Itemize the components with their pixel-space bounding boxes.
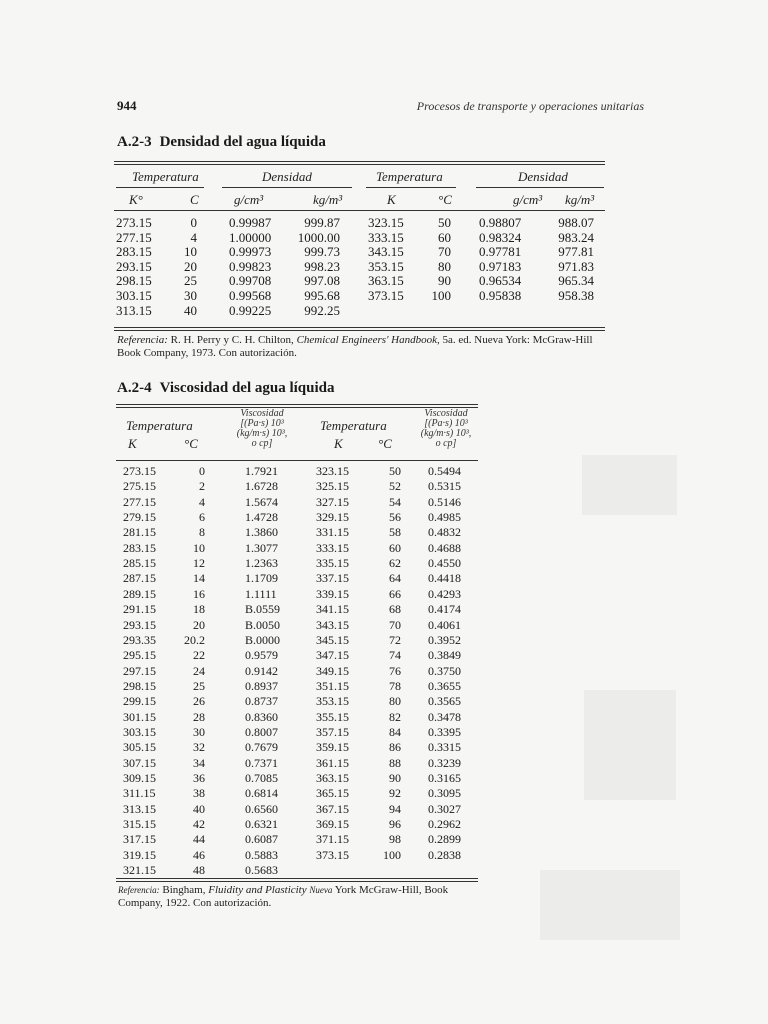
cell-celsius-2: 100 [383,848,401,862]
hdr-k-2: K [334,436,343,451]
cell-kelvin-2: 365.15 [316,786,349,800]
cell-kelvin-2: 373.15 [316,848,349,862]
hdr-c: C [190,192,199,207]
cell-kelvin: 285.15 [123,556,156,570]
cell-kelvin: 293.15 [116,259,152,274]
cell-kelvin: 291.15 [123,602,156,616]
cell-density-gcm3: 0.99973 [229,244,272,259]
table2-reference [118,884,478,910]
cell-density-gcm3-2: 0.97781 [479,244,522,259]
cell-density-kgm3: 1000.00 [297,230,340,245]
hdr-gcm3-2: g/cm³ [513,192,543,207]
cell-celsius: 4 [199,495,205,509]
rule [116,460,478,461]
cell-kelvin-2: 371.15 [316,832,349,846]
rule [116,404,478,405]
cell-kelvin: 319.15 [123,848,156,862]
cell-density-kgm3: 999.87 [304,215,340,230]
cell-viscosity-2: 0.2962 [428,817,461,831]
cell-celsius: 20 [184,259,197,274]
cell-celsius-2: 80 [438,259,451,274]
cell-celsius: 30 [184,288,197,303]
cell-celsius-2: 62 [389,556,401,570]
cell-density-gcm3-2: 0.95838 [479,288,522,303]
cell-viscosity-2: 0.3315 [428,740,461,754]
cell-kelvin: 273.15 [116,215,152,230]
cell-kelvin: 317.15 [123,832,156,846]
cell-viscosity: 0.5883 [245,848,278,862]
cell-celsius-2: 68 [389,602,401,616]
rule [116,881,478,882]
cell-kelvin-2: 343.15 [316,618,349,632]
cell-density-kgm3: 992.25 [304,303,340,318]
cell-viscosity-2: 0.3478 [428,710,461,724]
cell-celsius: 2 [199,479,205,493]
visc2-line-1: Viscosidad [424,408,468,419]
cell-kelvin: 297.15 [123,664,156,678]
cell-viscosity: 1.3860 [245,525,278,539]
cell-celsius: 14 [193,571,205,585]
cell-viscosity: 0.7371 [245,756,278,770]
hdr-c-2: °C [378,436,392,451]
cell-kelvin-2: 325.15 [316,479,349,493]
cell-celsius: 30 [193,725,205,739]
cell-celsius-2: 72 [389,633,401,647]
hdr-gcm3: g/cm³ [234,192,264,207]
cell-kelvin-2: 343.15 [368,244,404,259]
cell-density-kgm3-2: 983.24 [558,230,594,245]
hdr-kgm3-2: kg/m³ [565,192,595,207]
cell-kelvin: 293.15 [123,618,156,632]
hdr-temperatura-2: Temperatura [376,169,443,184]
cell-viscosity-2: 0.5494 [428,464,461,478]
cell-celsius: 18 [193,602,205,616]
cell-viscosity-2: 0.3952 [428,633,461,647]
cell-kelvin-2: 335.15 [316,556,349,570]
cell-celsius-2: 52 [389,479,401,493]
cell-viscosity-2: 0.3027 [428,802,461,816]
cell-celsius-2: 94 [389,802,401,816]
cell-viscosity: 0.7679 [245,740,278,754]
cell-kelvin-2: 367.15 [316,802,349,816]
cell-viscosity-2: 0.3750 [428,664,461,678]
cell-viscosity: 1.5674 [245,495,278,509]
cell-kelvin: 321.15 [123,863,156,877]
cell-celsius-2: 50 [438,215,451,230]
cell-viscosity-2: 0.3565 [428,694,461,708]
cell-viscosity-2: 0.3239 [428,756,461,770]
cell-density-kgm3-2: 988.07 [558,215,594,230]
running-head: Procesos de transporte y operaciones unitarias [416,99,644,113]
cell-density-gcm3: 0.99987 [229,215,272,230]
cell-kelvin-2: 337.15 [316,571,349,585]
cell-celsius: 20 [193,618,205,632]
cell-celsius-2: 86 [389,740,401,754]
table2-title-text: Viscosidad del agua líquida [159,380,335,396]
cell-celsius-2: 78 [389,679,401,693]
cell-density-gcm3-2: 0.97183 [479,259,522,274]
cell-viscosity: 0.6087 [245,832,278,846]
cell-viscosity: 1.1111 [245,587,277,601]
hdr-viscosidad-2 [410,409,482,449]
rule [114,327,605,328]
cell-viscosity-2: 0.4985 [428,510,461,524]
rule [116,878,478,879]
cell-celsius: 26 [193,694,205,708]
cell-density-kgm3-2: 958.38 [558,288,594,303]
cell-kelvin: 281.15 [123,525,156,539]
table2-title [117,380,335,397]
reference-label: Referencia: [117,334,168,346]
cell-viscosity-2: 0.3095 [428,786,461,800]
cell-kelvin-2: 363.15 [316,771,349,785]
cell-celsius-2: 54 [389,495,401,509]
cell-celsius: 8 [199,525,205,539]
cell-kelvin-2: 353.15 [368,259,404,274]
cell-celsius-2: 90 [438,273,451,288]
cell-celsius-2: 84 [389,725,401,739]
cell-celsius: 0 [199,464,205,478]
cell-kelvin: 298.15 [116,273,152,288]
scan-smudge [540,870,680,940]
cell-viscosity: 0.6814 [245,786,278,800]
cell-density-gcm3: 0.99823 [229,259,272,274]
reference-book: Chemical Engineers' Handbook, [296,334,440,346]
cell-density-gcm3: 0.99568 [229,288,272,303]
hdr-c: °C [184,436,198,451]
cell-celsius: 40 [184,303,197,318]
table1-title [117,134,326,151]
reference-authors: Bingham, [162,884,206,896]
visc-line-4: o cp] [251,438,273,449]
cell-viscosity: 1.3077 [245,541,278,555]
visc-line-3: (kg/m·s) 10³, [236,428,288,439]
cell-celsius-2: 66 [389,587,401,601]
cell-density-kgm3: 999.73 [304,244,340,259]
cell-celsius: 34 [193,756,205,770]
cell-kelvin: 277.15 [123,495,156,509]
cell-celsius-2: 96 [389,817,401,831]
cell-viscosity-2: 0.5315 [428,479,461,493]
cell-celsius: 4 [190,230,197,245]
rule [114,161,605,162]
cell-kelvin-2: 339.15 [316,587,349,601]
cell-kelvin-2: 345.15 [316,633,349,647]
cell-viscosity: 0.6321 [245,817,278,831]
cell-kelvin: 301.15 [123,710,156,724]
hdr-k: K° [129,192,143,207]
cell-celsius: 44 [193,832,205,846]
hdr-densidad-2: Densidad [518,169,568,184]
cell-kelvin: 293.35 [123,633,156,647]
cell-viscosity: 1.4728 [245,510,278,524]
cell-kelvin-2: 333.15 [368,230,404,245]
rule [222,187,352,188]
table1-reference [117,334,607,360]
cell-kelvin: 303.15 [123,725,156,739]
cell-celsius-2: 90 [389,771,401,785]
cell-density-kgm3-2: 971.83 [558,259,594,274]
cell-viscosity-2: 0.4688 [428,541,461,555]
cell-kelvin-2: 363.15 [368,273,404,288]
cell-viscosity-2: 0.2899 [428,832,461,846]
rule [476,187,604,188]
cell-kelvin-2: 359.15 [316,740,349,754]
reference-label: Referencia: [118,885,160,895]
rule [366,187,456,188]
cell-viscosity-2: 0.4418 [428,571,461,585]
cell-celsius: 22 [193,648,205,662]
visc-line-1: Viscosidad [240,408,284,419]
cell-kelvin-2: 341.15 [316,602,349,616]
cell-viscosity-2: 0.3655 [428,679,461,693]
cell-celsius-2: 100 [431,288,451,303]
hdr-kgm3: kg/m³ [313,192,343,207]
cell-kelvin: 279.15 [123,510,156,524]
reference-book: Fluidity and Plasticity [208,884,307,896]
cell-kelvin: 287.15 [123,571,156,585]
cell-viscosity-2: 0.4174 [428,602,461,616]
cell-viscosity-2: 0.3849 [428,648,461,662]
cell-kelvin-2: 333.15 [316,541,349,555]
cell-celsius-2: 58 [389,525,401,539]
cell-kelvin-2: 369.15 [316,817,349,831]
cell-celsius: 42 [193,817,205,831]
reference-rest: York McGraw-Hill, Book Company, 1922. Con autorización. [118,884,449,909]
cell-viscosity: 1.1709 [245,571,278,585]
cell-kelvin: 277.15 [116,230,152,245]
page-number: 944 [117,98,137,113]
cell-viscosity-2: 0.3395 [428,725,461,739]
cell-celsius: 24 [193,664,205,678]
cell-kelvin: 295.15 [123,648,156,662]
cell-viscosity: B.0000 [245,633,281,647]
cell-viscosity-2: 0.2838 [428,848,461,862]
cell-kelvin: 283.15 [123,541,156,555]
cell-kelvin: 311.15 [123,786,156,800]
cell-viscosity-2: 0.3165 [428,771,461,785]
cell-celsius: 40 [193,802,205,816]
hdr-k: K [128,436,137,451]
cell-celsius-2: 50 [389,464,401,478]
cell-celsius: 10 [193,541,205,555]
cell-viscosity-2: 0.4293 [428,587,461,601]
rule [114,164,605,165]
cell-celsius-2: 60 [389,541,401,555]
cell-density-kgm3: 995.68 [304,288,340,303]
cell-celsius-2: 88 [389,756,401,770]
cell-viscosity: B.0559 [245,602,281,616]
cell-kelvin: 307.15 [123,756,156,770]
cell-celsius: 36 [193,771,205,785]
cell-density-kgm3-2: 965.34 [558,273,594,288]
rule [114,330,605,331]
cell-kelvin-2: 347.15 [316,648,349,662]
cell-viscosity-2: 0.4550 [428,556,461,570]
cell-celsius: 12 [193,556,205,570]
cell-kelvin: 309.15 [123,771,156,785]
cell-celsius: 0 [190,215,197,230]
cell-kelvin-2: 329.15 [316,510,349,524]
cell-viscosity-2: 0.5146 [428,495,461,509]
cell-viscosity: 1.6728 [245,479,278,493]
cell-kelvin: 313.15 [116,303,152,318]
cell-density-gcm3: 0.99225 [229,303,272,318]
cell-celsius-2: 98 [389,832,401,846]
cell-viscosity: 1.7921 [245,464,278,478]
cell-kelvin: 273.15 [123,464,156,478]
cell-kelvin-2: 327.15 [316,495,349,509]
rule [114,210,605,211]
cell-celsius: 46 [193,848,205,862]
cell-kelvin-2: 357.15 [316,725,349,739]
cell-viscosity-2: 0.4832 [428,525,461,539]
cell-density-kgm3: 997.08 [304,273,340,288]
cell-viscosity: 0.5683 [245,863,278,877]
cell-kelvin: 315.15 [123,817,156,831]
cell-kelvin-2: 351.15 [316,679,349,693]
cell-kelvin: 289.15 [123,587,156,601]
visc2-line-2: [(Pa·s) 10³ [424,418,468,429]
cell-celsius-2: 74 [389,648,401,662]
cell-celsius: 48 [193,863,205,877]
scan-smudge [582,455,677,515]
cell-viscosity: 0.8360 [245,710,278,724]
cell-density-gcm3: 0.99708 [229,273,272,288]
cell-kelvin-2: 323.15 [368,215,404,230]
cell-celsius: 25 [184,273,197,288]
reference-rest: 5a. ed. Nueva York: McGraw-Hill Book Company, 1973. Con autorización. [117,334,593,359]
cell-celsius-2: 80 [389,694,401,708]
cell-kelvin-2: 355.15 [316,710,349,724]
cell-kelvin: 303.15 [116,288,152,303]
cell-celsius: 6 [199,510,205,524]
cell-density-gcm3-2: 0.98324 [479,230,522,245]
cell-kelvin: 313.15 [123,802,156,816]
cell-density-gcm3: 1.00000 [229,230,272,245]
reference-city: Nueva [309,885,333,895]
cell-viscosity: 0.6560 [245,802,278,816]
hdr-temperatura: Temperatura [126,418,193,433]
cell-kelvin-2: 323.15 [316,464,349,478]
cell-celsius-2: 60 [438,230,451,245]
cell-celsius-2: 92 [389,786,401,800]
cell-kelvin: 298.15 [123,679,156,693]
scan-smudge [584,690,676,800]
cell-celsius-2: 70 [389,618,401,632]
cell-celsius-2: 76 [389,664,401,678]
cell-viscosity: 0.8937 [245,679,278,693]
cell-celsius: 38 [193,786,205,800]
visc2-line-4: o cp] [435,438,457,449]
hdr-temperatura: Temperatura [132,169,199,184]
cell-kelvin-2: 373.15 [368,288,404,303]
rule [116,187,204,188]
cell-kelvin-2: 361.15 [316,756,349,770]
cell-kelvin: 299.15 [123,694,156,708]
cell-density-kgm3: 998.23 [304,259,340,274]
cell-viscosity: 0.9142 [245,664,278,678]
cell-kelvin-2: 349.15 [316,664,349,678]
cell-kelvin: 283.15 [116,244,152,259]
cell-viscosity-2: 0.4061 [428,618,461,632]
cell-kelvin: 305.15 [123,740,156,754]
cell-viscosity: 1.2363 [245,556,278,570]
cell-celsius: 10 [184,244,197,259]
cell-celsius: 28 [193,710,205,724]
cell-celsius-2: 70 [438,244,451,259]
hdr-temperatura-2: Temperatura [320,418,387,433]
cell-kelvin-2: 353.15 [316,694,349,708]
cell-density-kgm3-2: 977.81 [558,244,594,259]
cell-density-gcm3-2: 0.98807 [479,215,522,230]
cell-viscosity: 0.8007 [245,725,278,739]
table1-number: A.2-3 [117,134,152,150]
cell-celsius: 20.2 [184,633,205,647]
hdr-viscosidad [226,409,298,449]
cell-celsius: 25 [193,679,205,693]
hdr-densidad: Densidad [262,169,312,184]
hdr-c-2: °C [438,192,452,207]
cell-celsius: 16 [193,587,205,601]
table1-title-text: Densidad del agua líquida [159,134,326,150]
hdr-k-2: K [387,192,396,207]
cell-viscosity: B.0050 [245,618,281,632]
cell-celsius: 32 [193,740,205,754]
table2-number: A.2-4 [117,380,152,396]
cell-kelvin: 275.15 [123,479,156,493]
cell-kelvin-2: 331.15 [316,525,349,539]
cell-density-gcm3-2: 0.96534 [479,273,522,288]
visc2-line-3: (kg/m·s) 10³, [420,428,472,439]
cell-celsius-2: 64 [389,571,401,585]
cell-celsius-2: 56 [389,510,401,524]
visc-line-2: [(Pa·s) 10³ [240,418,284,429]
cell-viscosity: 0.9579 [245,648,278,662]
cell-viscosity: 0.7085 [245,771,278,785]
cell-celsius-2: 82 [389,710,401,724]
reference-authors: R. H. Perry y C. H. Chilton, [170,334,294,346]
cell-viscosity: 0.8737 [245,694,278,708]
